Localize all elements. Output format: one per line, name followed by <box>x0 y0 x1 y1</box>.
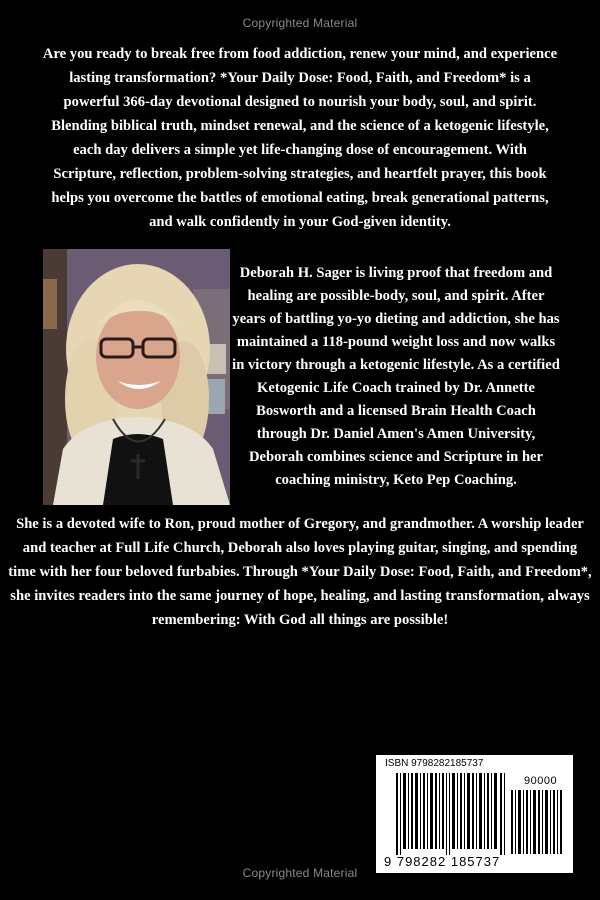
author-photo <box>43 249 230 505</box>
watermark-top: Copyrighted Material <box>242 16 358 30</box>
barcode-bars <box>396 773 506 855</box>
price-barcode-bars <box>511 790 563 854</box>
isbn-barcode <box>376 755 573 873</box>
price-code: 90000 <box>524 775 558 787</box>
barcode-digits: 9 798282 185737 <box>384 854 501 869</box>
author-bio-side: Deborah H. Sager is living proof that freedom and healing are possible-body, soul, and spirit. After years of battling yo-yo dieting and addiction, she has maintained a 118-pound weight loss and now walks in victory through a ketogenic lifestyle. As a certified Ketogenic Life Coach trained by Dr. Annette Bosworth and a licensed Brain Health Coach through Dr. Daniel Amen's Amen University, Deborah combines science and Scripture in her coaching ministry, Keto Pep Coaching. <box>232 265 560 488</box>
isbn-label: ISBN 9798282185737 <box>385 758 484 769</box>
watermark-bottom: Copyrighted Material <box>242 866 358 880</box>
author-bio-continued: She is a devoted wife to Ron, proud mother of Gregory, and grandmother. A worship leader and teacher at Full Life Church, Deborah also loves playing guitar, singing, and spending time with her four beloved furbabies. Through *Your Daily Dose: Food, Faith, and Freedom*, she invites readers into the same journey of hope, healing, and lasting transformation, always remembering: With God all things are possible! <box>8 516 592 628</box>
intro-paragraph: Are you ready to break free from food addiction, renew your mind, and experience lasting transformation? *Your Daily Dose: Food, Faith, and Freedom* is a powerful 366-day devotional designed to nourish your body, soul, and spirit. Blending biblical truth, mindset renewal, and the science of a ketogenic lifestyle, each day delivers a simple yet life-changing dose of encouragement. With Scripture, reflection, problem-solving strategies, and heartfelt prayer, this book helps you overcome the battles of emotional eating, break generational patterns, and walk confidently in your God-given identity. <box>42 46 558 230</box>
